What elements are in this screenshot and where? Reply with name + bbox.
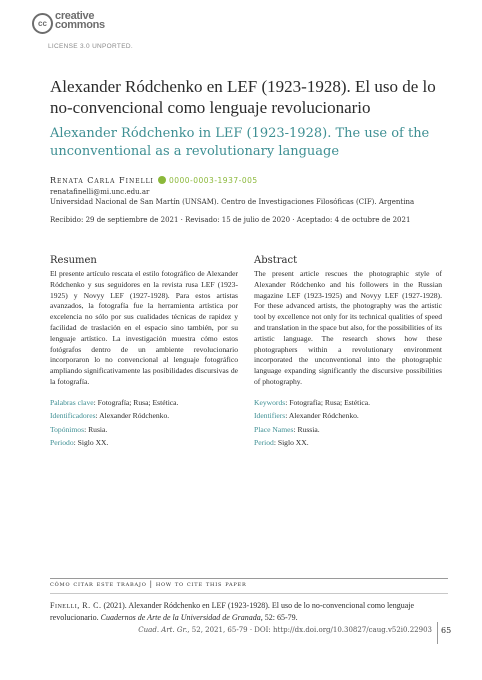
keyword-value: Russia. — [297, 424, 320, 434]
resumen-column — [50, 255, 238, 451]
keyword-row: Place Names: Russia. — [254, 424, 320, 434]
keyword-row: Identificadores: Alexander Ródchenko. — [50, 411, 170, 421]
title-spanish: Alexander Ródchenko en LEF (1923-1928). El uso de lo no-convencional como lenguaje revolucionario — [50, 77, 436, 117]
creative-commons-icon: cc — [32, 13, 53, 34]
title-english: Alexander Ródchenko in LEF (1923-1928). The use of the unconventional as a revolutionary language — [50, 126, 430, 159]
abstract-body: The present article rescues the photographic style of Alexander Ródchenko and his followers in the Russian magazine LEF (1923-1925) and Novyy LEF (1927-1928). For these advanced artists, the photography was the artistic tool by excellence not only for its technical qualities of speed and translation in the space but also, for the possibilities of its artistic language. The research shows how these photographers within a revolutionary environment incorporated the unconventional into the photographic language expanding significantly the discursive possibilities of photography. — [254, 269, 442, 386]
author-email[interactable]: renatafinelli@mi.unc.edu.ar — [50, 188, 150, 196]
keyword-row: Topónimos: Rusia. — [50, 424, 108, 434]
author-line — [50, 176, 258, 185]
submission-dates: Recibido: 29 de septiembre de 2021 · Revisado: 15 de julio de 2020 · Aceptado: 4 de octubre de 2021 — [50, 216, 411, 224]
keyword-row: Palabras clave: Fotografía; Rusa; Estética. — [50, 397, 179, 407]
keyword-row: Periodo: Siglo XX. — [50, 438, 109, 448]
footer-doi[interactable]: 52, 2021, 65-79 · DOI: http://dx.doi.org/10.30827/caug.v52i0.22903 — [191, 626, 432, 634]
keyword-value: Siglo XX. — [77, 438, 109, 448]
keyword-label: Identifiers — [254, 411, 286, 421]
abstract-heading: Abstract — [254, 255, 298, 266]
author-affiliation: Universidad Nacional de San Martín (UNSAM). Centro de Investigaciones Filosóficas (CIF). Argentina — [50, 198, 415, 206]
abstract-keywords — [254, 397, 442, 450]
keyword-label: Place Names — [254, 424, 294, 434]
citation-journal: Cuadernos de Arte de la Universidad de Granada, — [100, 613, 263, 622]
page-footer — [50, 626, 432, 634]
license-badge — [32, 10, 172, 54]
keyword-label: Keywords — [254, 397, 286, 407]
citation-main: (2021). Alexander Ródchenko en LEF (1923-1928). El uso de lo no-convencional como lenguaje revolucionario. — [50, 601, 415, 622]
keyword-label: Identificadores — [50, 411, 96, 421]
citation-pages: 52: 65-79. — [264, 613, 298, 622]
citation-author: Finelli, R. C. — [50, 601, 102, 610]
license-word-creative: creative — [55, 10, 95, 22]
keyword-value: Siglo XX. — [277, 438, 309, 448]
license-text: LICENSE 3.0 UNPORTED. — [48, 43, 133, 50]
keyword-label: Topónimos — [50, 424, 85, 434]
keyword-value: Fotografía; Rusa; Estética. — [289, 397, 371, 407]
keyword-row: Keywords: Fotografía; Rusa; Estética. — [254, 397, 371, 407]
citation-text — [50, 600, 448, 624]
author-name: Renata Carla Finelli — [50, 176, 154, 185]
keyword-value: Alexander Ródchenko. — [99, 411, 170, 421]
keyword-row: Period: Siglo XX. — [254, 438, 309, 448]
keyword-label: Periodo — [50, 438, 74, 448]
page-number: 65 — [441, 626, 452, 635]
orcid-link[interactable]: 0000-0003-1937-005 — [168, 176, 258, 185]
footer-journal: Cuad. Art. Gr., — [138, 626, 190, 634]
orcid-icon[interactable] — [158, 176, 166, 184]
license-word-commons: commons — [55, 19, 105, 31]
keyword-label: Palabras clave — [50, 397, 94, 407]
citation-heading: cómo citar este trabajo | how to cite this paper — [50, 580, 247, 588]
keyword-value: Fotografía; Rusa; Estética. — [97, 397, 179, 407]
citation-top-rule — [50, 578, 448, 579]
keyword-value: Alexander Ródchenko. — [288, 411, 359, 421]
keyword-label: Period — [254, 438, 274, 448]
citation-divider — [50, 593, 448, 594]
resumen-keywords — [50, 397, 238, 450]
resumen-heading: Resumen — [50, 255, 97, 266]
keyword-row: Identifiers: Alexander Ródchenko. — [254, 411, 359, 421]
abstract-column — [254, 255, 442, 451]
resumen-body: El presente artículo rescata el estilo fotográfico de Alexander Ródchenko y sus seguidores en la revista rusa LEF (1923-1925) y Novyy LEF (1927-1928). Para estos artistas avanzados, la fotografía fue la herramienta artística por excelencia no sólo por sus cualidades técnicas de rapidez y facilidad de traslación en el espacio sino también, por su lenguaje artístico. La investigación muestra cómo estos fotógrafos dentro de un ambiente revolucionario incorporaron lo no convencional al lenguaje fotográfico ampliando significativamente las posibilidades discursivas de la fotografía. — [50, 269, 238, 386]
footer-separator — [437, 622, 438, 644]
keyword-value: Rusia. — [88, 424, 108, 434]
